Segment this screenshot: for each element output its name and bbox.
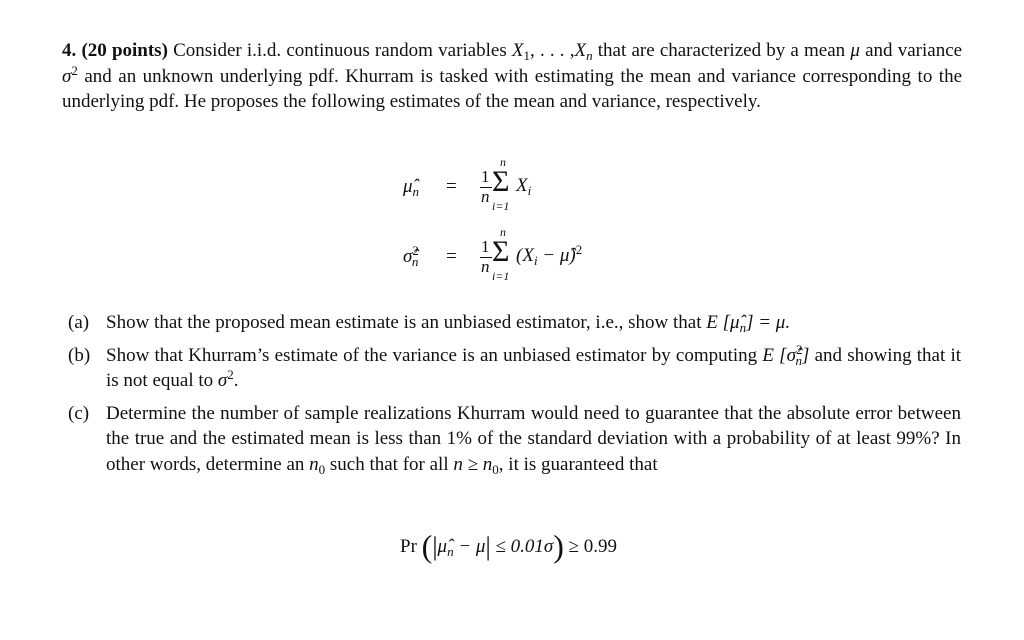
- variance-equals: =: [446, 246, 457, 267]
- part-c-text-b: such that for all: [329, 453, 449, 475]
- part-c-label: (c): [68, 402, 90, 424]
- var-x1: $X_1$: [511, 40, 531, 63]
- prob-bound: ≤ 0.01σ: [495, 536, 554, 557]
- part-c-n0: $n_0$: [309, 453, 326, 477]
- part-b-math: E [σ̂$^2_n$]: [762, 341, 810, 368]
- variance-fraction: $\frac{1}{n}$: [480, 237, 492, 277]
- problem-points: (20 points): [81, 40, 168, 61]
- var-dots: , . . . ,: [530, 40, 575, 61]
- mean-term: $X_i$: [516, 175, 532, 199]
- var-mu: μ: [850, 40, 860, 61]
- prob-rhs: ≥ 0.99: [568, 536, 618, 557]
- probability-inequality: Pr $(|\mû_n - \mu| \le 0.01\sigma) \ge 0.99$: [400, 528, 618, 564]
- intro-text-c: and variance: [865, 40, 963, 61]
- mean-summation: n Σ i=1: [492, 155, 510, 213]
- mean-lhs: $\mû_n$: [403, 176, 420, 199]
- variance-lhs: σ̂$^2_n$: [403, 243, 419, 269]
- mean-equals: =: [446, 176, 457, 197]
- var-sigma-squared: $\sigma^2$: [62, 62, 78, 87]
- part-b-text-a: Show that Khurram’s estimate of the variance is an unbiased estimator by computing: [106, 344, 758, 366]
- mean-fraction: $\frac{1}{n}$: [480, 167, 492, 207]
- part-b-period: .: [233, 370, 239, 391]
- part-a: [68, 310, 961, 336]
- intro-text-b: that are characterized by a mean: [597, 40, 846, 61]
- part-b: [68, 343, 961, 394]
- intro-text-d: and an unknown underlying pdf. Khurram is tasked with estimating the mean and variance corresponding to the underlying pdf. He proposes the following estimates of the mean and variance, respectively.: [62, 65, 963, 112]
- part-a-math: E $[\mû_n] = \mu$.: [706, 312, 791, 335]
- part-b-sigma: $\sigma^2$: [217, 367, 234, 391]
- prob-inner: $\mû_n - \mu$: [437, 536, 486, 559]
- part-a-text: Show that the proposed mean estimate is an unbiased estimator, i.e., show that: [106, 312, 702, 333]
- part-b-label: (b): [68, 344, 91, 366]
- variance-term: ($X_i$ − μ̂)$^2$: [516, 242, 583, 269]
- problem-statement: [62, 38, 962, 115]
- part-c-condition: $n \ge n_0$: [453, 453, 499, 477]
- part-c: [68, 401, 961, 478]
- part-c-text-a: Determine the number of sample realizations Khurram would need to guarantee that the absolute error between the true and the estimated mean is less than 1% of the standard deviation with a probability of at least 99%? In other words, determine an: [106, 402, 961, 475]
- subquestions: [68, 310, 961, 484]
- problem-number: 4.: [62, 40, 77, 61]
- part-a-label: (a): [68, 312, 90, 333]
- variance-rhs: [480, 225, 582, 289]
- part-c-text-c: , it is guaranteed that: [498, 453, 658, 475]
- pr-operator: Pr: [400, 536, 417, 557]
- variance-summation: n Σ i=1: [492, 225, 510, 283]
- var-xn: $X_n$: [574, 40, 593, 63]
- intro-text-a: Consider i.i.d. continuous random variables: [173, 40, 507, 61]
- mean-rhs: [480, 155, 531, 219]
- part-b-text-b: and showing that it is not equal to: [106, 344, 962, 391]
